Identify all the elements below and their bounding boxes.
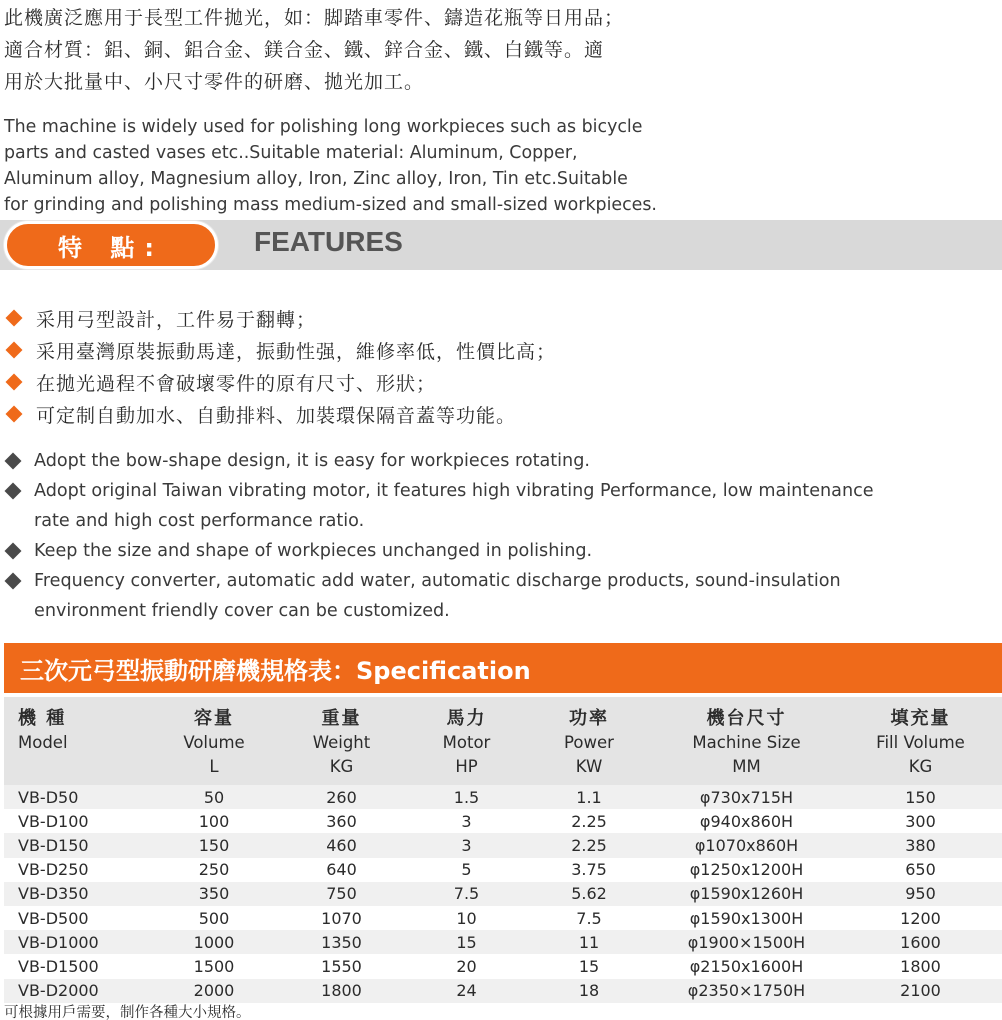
col-header-en: Weight [312,733,371,752]
col-header-model [4,697,154,785]
cell-model: VB-D1500 [4,954,154,978]
cell-model: VB-D500 [4,906,154,930]
col-header-en: Power [564,733,614,752]
cell-fill-volume: 1200 [839,906,1002,930]
list-item [4,566,874,596]
cell-model: VB-D50 [4,785,154,809]
cell-weight: 1550 [274,954,409,978]
intro-cn-line: 用於大批量中、小尺寸零件的研磨、拋光加工。 [4,71,425,93]
cell-power: 2.25 [524,833,654,857]
intro-chinese [4,2,664,98]
gray-diamond-bullet-icon [5,543,22,560]
list-item [4,446,874,476]
cell-model: VB-D2000 [4,979,154,1003]
cell-motor: 15 [409,930,524,954]
table-row [4,979,1002,1003]
cell-motor: 7.5 [409,882,524,906]
cell-machine-size: φ1250x1200H [654,858,839,882]
intro-en-line: for grinding and polishing mass medium-sized and small-sized workpieces. [4,195,657,215]
col-header-en: KW [575,757,603,776]
cell-fill-volume: 650 [839,858,1002,882]
cell-power: 7.5 [524,906,654,930]
feature-en-text: environment friendly cover can be customized. [34,601,450,621]
spec-section-header [4,643,1002,693]
cell-machine-size: φ730x715H [654,785,839,809]
col-header-en: Volume [183,733,245,752]
feature-cn-text: 在拋光過程不會破壞零件的原有尺寸、形狀； [36,372,437,395]
feature-en-text: Adopt original Taiwan vibrating motor, it features high vibrating Performance, low maintenance [34,481,874,501]
col-header-cn: 機 種 [18,708,67,729]
orange-diamond-bullet-icon [6,374,23,391]
list-item [4,334,556,366]
cell-volume: 50 [154,785,274,809]
cell-fill-volume: 950 [839,882,1002,906]
list-item-continuation [4,596,874,626]
intro-cn-line: 適合材質：鋁、銅、鋁合金、鎂合金、鐵、鋅合金、鐵、白鐵等。適 [4,39,605,61]
spec-footnote: 可根據用戶需要，制作各種大小規格。 [4,1005,251,1020]
cell-volume: 1000 [154,930,274,954]
cell-fill-volume: 1800 [839,954,1002,978]
list-item-continuation [4,506,874,536]
list-item [4,536,874,566]
cell-fill-volume: 300 [839,809,1002,833]
intro-en-line: The machine is widely used for polishing long workpieces such as bicycle [4,117,643,137]
col-header-fill-volume [839,697,1002,785]
cell-machine-size: φ1590x1260H [654,882,839,906]
list-item [4,302,556,334]
list-item [4,476,874,506]
cell-power: 15 [524,954,654,978]
cell-volume: 500 [154,906,274,930]
orange-diamond-bullet-icon [6,342,23,359]
col-header-cn: 馬力 [446,708,487,729]
col-header-cn: 機台尺寸 [706,708,787,729]
gray-diamond-bullet-icon [5,483,22,500]
col-header-en: L [209,757,219,776]
spec-title: 三次元弓型振動研磨機規格表：Specification [20,656,531,685]
cell-weight: 460 [274,833,409,857]
cell-fill-volume: 380 [839,833,1002,857]
cell-motor: 3 [409,833,524,857]
feature-cn-text: 可定制自動加水、自動排料、加裝環保隔音蓋等功能。 [36,404,517,427]
orange-diamond-bullet-icon [6,406,23,423]
cell-power: 1.1 [524,785,654,809]
features-en-list [4,446,874,626]
feature-cn-text: 采用臺灣原裝振動馬達，振動性强，維修率低，性價比高； [36,340,557,363]
cell-power: 11 [524,930,654,954]
feature-en-text: rate and high cost performance ratio. [34,511,365,531]
orange-diamond-bullet-icon [6,310,23,327]
table-row [4,809,1002,833]
col-header-cn: 重量 [321,708,362,729]
col-header-cn: 容量 [194,708,234,729]
cell-power: 5.62 [524,882,654,906]
cell-weight: 750 [274,882,409,906]
table-row [4,858,1002,882]
cell-model: VB-D100 [4,809,154,833]
features-tab [4,221,218,269]
cell-volume: 100 [154,809,274,833]
intro-english [4,114,664,218]
cell-volume: 350 [154,882,274,906]
col-header-motor [409,697,524,785]
features-cn-list [4,302,556,430]
cell-machine-size: φ940x860H [654,809,839,833]
cell-volume: 2000 [154,979,274,1003]
list-item [4,366,556,398]
cell-weight: 1070 [274,906,409,930]
list-item [4,398,556,430]
cell-model: VB-D1000 [4,930,154,954]
cell-motor: 1.5 [409,785,524,809]
intro-cn-line: 此機廣泛應用于長型工件拋光，如：脚踏車零件、鑄造花瓶等日用品； [4,7,625,29]
col-header-power [524,697,654,785]
cell-motor: 24 [409,979,524,1003]
col-header-machine-size [654,697,839,785]
table-row [4,882,1002,906]
table-row [4,833,1002,857]
gray-diamond-bullet-icon [5,573,22,590]
col-header-en: Machine Size [692,733,801,752]
cell-machine-size: φ1900×1500H [654,930,839,954]
table-row [4,785,1002,809]
feature-en-text: Keep the size and shape of workpieces unchanged in polishing. [34,541,593,561]
col-header-en: Motor [442,733,491,752]
col-header-volume [154,697,274,785]
features-title: FEATURES [254,226,403,257]
cell-model: VB-D150 [4,833,154,857]
col-header-en: Fill Volume [876,733,965,752]
cell-power: 2.25 [524,809,654,833]
col-header-weight [274,697,409,785]
cell-motor: 20 [409,954,524,978]
gray-diamond-bullet-icon [5,453,22,470]
cell-motor: 10 [409,906,524,930]
col-header-en: HP [455,757,478,776]
cell-power: 3.75 [524,858,654,882]
cell-machine-size: φ2350×1750H [654,979,839,1003]
intro-en-line: Aluminum alloy, Magnesium alloy, Iron, Zinc alloy, Iron, Tin etc.Suitable [4,169,628,189]
feature-cn-text: 采用弓型設計，工件易于翻轉； [36,308,317,331]
cell-machine-size: φ1590x1300H [654,906,839,930]
col-header-en: KG [908,757,933,776]
cell-volume: 150 [154,833,274,857]
cell-fill-volume: 150 [839,785,1002,809]
cell-motor: 5 [409,858,524,882]
cell-weight: 260 [274,785,409,809]
cell-power: 18 [524,979,654,1003]
col-header-en: Model [18,733,68,752]
cell-fill-volume: 1600 [839,930,1002,954]
cell-weight: 640 [274,858,409,882]
cell-model: VB-D350 [4,882,154,906]
spec-table [4,697,1002,1003]
table-row [4,906,1002,930]
intro-en-line: parts and casted vases etc..Suitable material: Aluminum, Copper, [4,143,578,163]
table-row [4,930,1002,954]
spec-table-body [4,785,1002,1003]
cell-motor: 3 [409,809,524,833]
cell-volume: 250 [154,858,274,882]
cell-machine-size: φ1070x860H [654,833,839,857]
feature-en-text: Adopt the bow-shape design, it is easy for workpieces rotating. [34,451,590,471]
cell-weight: 1350 [274,930,409,954]
cell-weight: 1800 [274,979,409,1003]
cell-weight: 360 [274,809,409,833]
feature-en-text: Frequency converter, automatic add water, automatic discharge products, sound-insulation [34,571,841,591]
col-header-cn: 功率 [569,708,609,729]
table-row [4,954,1002,978]
col-header-cn: 填充量 [890,708,951,729]
cell-model: VB-D250 [4,858,154,882]
cell-fill-volume: 2100 [839,979,1002,1003]
cell-machine-size: φ2150x1600H [654,954,839,978]
spec-header-row [4,697,1002,785]
col-header-en: KG [329,757,354,776]
features-tab-label: 特 點: [58,233,164,262]
cell-volume: 1500 [154,954,274,978]
col-header-en: MM [732,757,761,776]
